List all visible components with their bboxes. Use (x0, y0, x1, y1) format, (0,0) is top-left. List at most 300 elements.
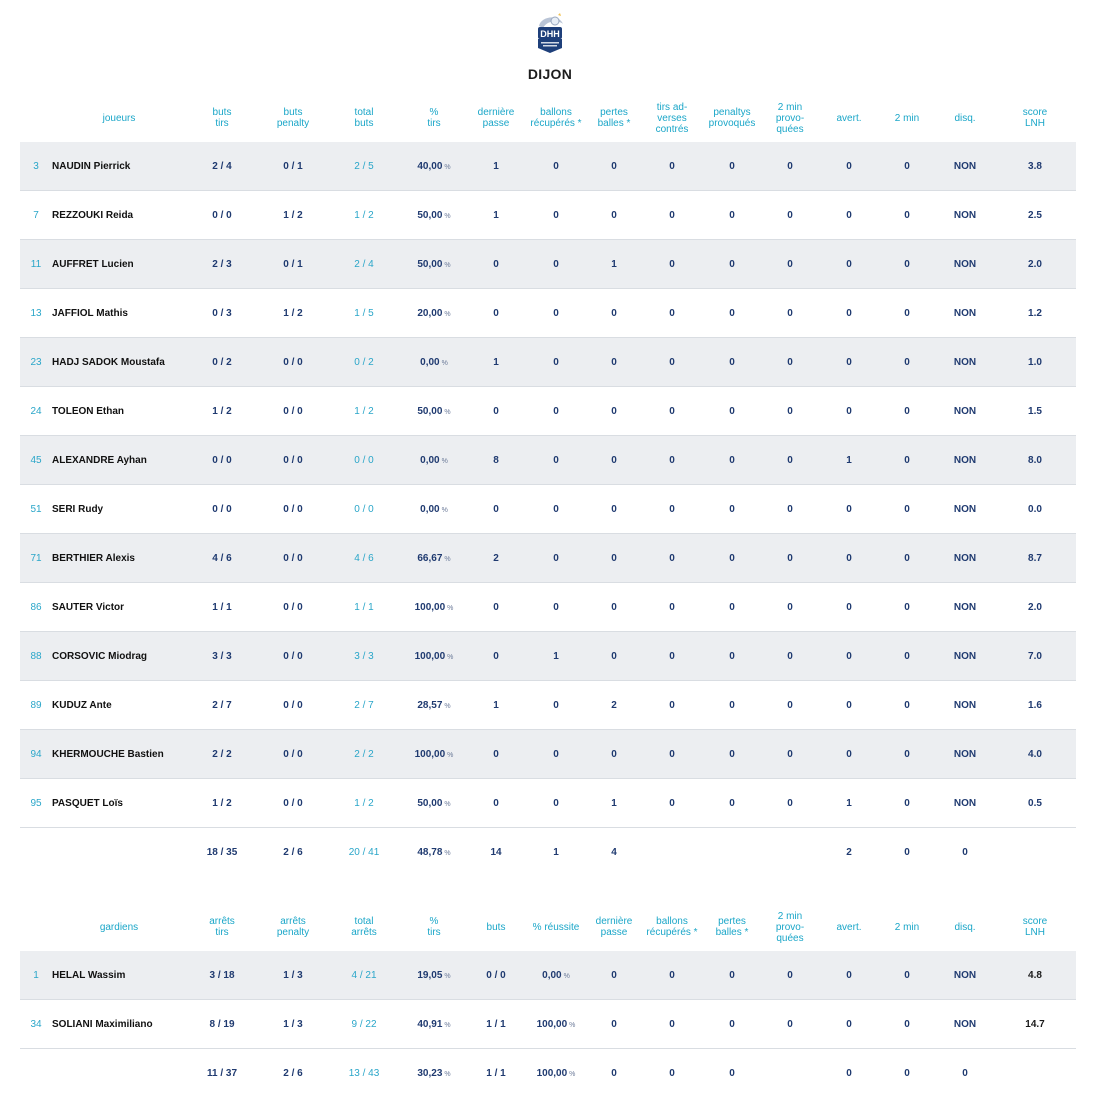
cell-derniere-passe: 0 (468, 730, 524, 779)
cell-pct (400, 240, 468, 289)
cell-disq: NON (936, 338, 994, 387)
cell-pct (400, 681, 468, 730)
cell-score: 4.8 (994, 951, 1076, 1000)
cell-penaltys: 0 (704, 730, 760, 779)
goalies-totals-row (20, 1049, 1076, 1098)
cell-derniere-passe: 1 (468, 681, 524, 730)
cell-deux-min-prov: 0 (760, 387, 820, 436)
goalies-header-row (20, 903, 1076, 951)
cell-penaltys: 0 (704, 338, 760, 387)
svg-text:DHH: DHH (540, 29, 560, 39)
cell-buts-penalty: 0 / 0 (258, 583, 328, 632)
cell-penaltys: 0 (704, 436, 760, 485)
percent-sign: % (447, 653, 454, 661)
cell-pertes: 0 (588, 632, 640, 681)
cell-avert: 0 (820, 632, 878, 681)
cell-pertes: 0 (588, 583, 640, 632)
jersey-number: 88 (20, 632, 52, 681)
total-arrets-tirs: 11 / 37 (206, 1067, 238, 1079)
cell-total-buts: 2 / 2 (328, 730, 400, 779)
cell-deux-min: 0 (878, 338, 936, 387)
cell-avert: 0 (820, 1000, 878, 1049)
jersey-number: 11 (20, 240, 52, 289)
cell-pertes: 0 (704, 951, 760, 1000)
cell-disq: NON (936, 730, 994, 779)
empty-cell (52, 1049, 186, 1098)
cell-ballons: 0 (524, 289, 588, 338)
cell-tirs-contres: 0 (640, 436, 704, 485)
team-header (0, 0, 1100, 96)
player-name: REZZOUKI Reida (52, 191, 186, 240)
empty-cell (20, 828, 52, 877)
cell-pct-value: 66,67 (417, 552, 443, 564)
cell-deux-min: 0 (878, 142, 936, 191)
jersey-number: 1 (20, 951, 52, 1000)
cell-pertes: 0 (588, 436, 640, 485)
players-table (20, 94, 1076, 876)
jersey-number: 94 (20, 730, 52, 779)
goalies-header-col-13: 2 min (894, 921, 920, 933)
cell-derniere-passe: 1 (468, 191, 524, 240)
player-name: AUFFRET Lucien (52, 240, 186, 289)
cell-penaltys: 0 (704, 681, 760, 730)
cell-avert: 0 (820, 191, 878, 240)
players-header-col-13: 2 min (894, 112, 920, 124)
cell-ballons: 0 (524, 583, 588, 632)
cell-penaltys: 0 (704, 240, 760, 289)
cell-buts-tirs: 2 / 4 (186, 142, 258, 191)
players-header-col-10: penaltys provoqués (708, 107, 756, 129)
empty-cell (640, 828, 704, 877)
players-header-col-4: total buts (354, 107, 374, 129)
empty-cell (994, 828, 1076, 877)
percent-sign: % (444, 261, 451, 269)
cell-disq: NON (936, 632, 994, 681)
cell-pct-value: 50,00 (417, 405, 443, 417)
cell-derniere-passe: 2 (468, 534, 524, 583)
cell-pct-value: 50,00 (417, 797, 443, 809)
players-header-col-8: pertes balles * (597, 107, 631, 129)
cell-pct (400, 387, 468, 436)
total-buts-tirs: 18 / 35 (206, 846, 238, 858)
empty-cell (760, 1049, 820, 1098)
player-name: HADJ SADOK Moustafa (52, 338, 186, 387)
total-pct-value: 30,23 (417, 1067, 443, 1079)
cell-arrets-penalty: 1 / 3 (258, 951, 328, 1000)
cell-ballons: 0 (524, 338, 588, 387)
cell-pct (400, 436, 468, 485)
percent-sign: % (444, 212, 451, 220)
cell-pct (400, 338, 468, 387)
cell-pct (400, 289, 468, 338)
cell-deux-min-prov: 0 (760, 1000, 820, 1049)
dhh-handball-logo-icon (533, 12, 567, 54)
percent-sign: % (444, 408, 451, 416)
cell-pertes: 0 (588, 142, 640, 191)
jersey-number: 13 (20, 289, 52, 338)
player-name: SAUTER Victor (52, 583, 186, 632)
cell-disq: NON (936, 485, 994, 534)
cell-tirs-contres: 0 (640, 681, 704, 730)
cell-deux-min: 0 (878, 387, 936, 436)
cell-pertes: 0 (588, 338, 640, 387)
cell-total-buts: 0 / 2 (328, 338, 400, 387)
cell-ballons: 0 (524, 387, 588, 436)
total-buts: 1 / 1 (486, 1067, 506, 1079)
total-total-buts: 20 / 41 (348, 846, 380, 858)
cell-penaltys: 0 (704, 779, 760, 828)
players-header-row (20, 94, 1076, 142)
cell-pertes: 1 (588, 240, 640, 289)
cell-pct (400, 534, 468, 583)
cell-total-buts: 1 / 1 (328, 583, 400, 632)
cell-score: 14.7 (994, 1000, 1076, 1049)
cell-derniere-passe: 0 (468, 583, 524, 632)
cell-deux-min: 0 (878, 191, 936, 240)
cell-deux-min-prov: 0 (760, 681, 820, 730)
cell-buts-tirs: 0 / 0 (186, 436, 258, 485)
cell-reussite-value: 0,00 (542, 969, 562, 981)
players-row (20, 779, 1076, 828)
players-row (20, 681, 1076, 730)
players-header-col-14: disq. (954, 112, 976, 124)
total-arrets-penalty: 2 / 6 (283, 1067, 303, 1079)
cell-tirs-contres: 0 (640, 142, 704, 191)
cell-score: 7.0 (994, 632, 1076, 681)
cell-pertes: 0 (588, 289, 640, 338)
cell-disq: NON (936, 779, 994, 828)
jersey-number: 34 (20, 1000, 52, 1049)
cell-score: 3.8 (994, 142, 1076, 191)
cell-reussite (524, 1000, 588, 1049)
total-ballons: 0 (669, 1067, 675, 1079)
cell-derniere-passe: 8 (468, 436, 524, 485)
cell-score: 2.0 (994, 583, 1076, 632)
cell-pct (400, 485, 468, 534)
cell-score: 8.0 (994, 436, 1076, 485)
cell-derniere-passe: 0 (468, 485, 524, 534)
cell-score: 2.0 (994, 240, 1076, 289)
percent-sign: % (444, 310, 451, 318)
total-derniere-passe: 0 (611, 1067, 617, 1079)
players-header-col-2: buts tirs (212, 107, 232, 129)
cell-deux-min-prov: 0 (760, 583, 820, 632)
cell-derniere-passe: 0 (468, 779, 524, 828)
goalies-header-col-14: disq. (954, 921, 976, 933)
percent-sign: % (444, 1021, 451, 1029)
cell-deux-min-prov: 0 (760, 632, 820, 681)
percent-sign: % (444, 1070, 451, 1078)
cell-total-buts: 0 / 0 (328, 436, 400, 485)
cell-score: 4.0 (994, 730, 1076, 779)
cell-buts-tirs: 2 / 2 (186, 730, 258, 779)
players-row (20, 191, 1076, 240)
cell-avert: 0 (820, 338, 878, 387)
total-reussite-value: 100,00 (536, 1067, 568, 1079)
cell-derniere-passe: 1 (468, 338, 524, 387)
players-header-col-5: % tirs (427, 107, 441, 129)
cell-buts-penalty: 0 / 0 (258, 681, 328, 730)
cell-ballons: 0 (524, 779, 588, 828)
cell-pertes: 0 (588, 730, 640, 779)
cell-tirs-contres: 0 (640, 240, 704, 289)
goalies-header-col-15: score LNH (1022, 916, 1048, 938)
cell-pertes: 1 (588, 779, 640, 828)
players-header-col-0 (20, 94, 52, 142)
cell-derniere-passe: 1 (468, 142, 524, 191)
total-pct (400, 828, 468, 877)
cell-disq: NON (936, 387, 994, 436)
cell-deux-min: 0 (878, 436, 936, 485)
cell-disq: NON (936, 289, 994, 338)
cell-pct (400, 730, 468, 779)
percent-sign: % (447, 751, 454, 759)
goalies-header-col-0 (20, 903, 52, 951)
cell-score: 0.0 (994, 485, 1076, 534)
player-name: BERTHIER Alexis (52, 534, 186, 583)
goalies-header-col-8: dernière passe (595, 916, 633, 938)
goalies-header-col-7: % réussite (532, 921, 580, 933)
cell-ballons: 0 (524, 730, 588, 779)
players-row (20, 387, 1076, 436)
player-name: HELAL Wassim (52, 951, 186, 1000)
player-name: KUDUZ Ante (52, 681, 186, 730)
cell-buts-tirs: 3 / 3 (186, 632, 258, 681)
player-name: ALEXANDRE Ayhan (52, 436, 186, 485)
cell-total-buts: 2 / 5 (328, 142, 400, 191)
cell-penaltys: 0 (704, 485, 760, 534)
players-row (20, 632, 1076, 681)
goalies-header-col-11: 2 min provo- quées (775, 910, 805, 944)
players-row (20, 338, 1076, 387)
empty-cell (52, 828, 186, 877)
jersey-number: 71 (20, 534, 52, 583)
jersey-number: 24 (20, 387, 52, 436)
cell-pct-value: 100,00 (414, 601, 446, 613)
players-row (20, 583, 1076, 632)
goalies-header-col-4: total arrêts (351, 916, 377, 938)
cell-pct-value: 50,00 (417, 209, 443, 221)
jersey-number: 23 (20, 338, 52, 387)
cell-deux-min-prov: 0 (760, 730, 820, 779)
players-row (20, 289, 1076, 338)
player-name: TOLEON Ethan (52, 387, 186, 436)
cell-buts-penalty: 0 / 0 (258, 779, 328, 828)
cell-buts-tirs: 0 / 0 (186, 485, 258, 534)
cell-total-arrets: 4 / 21 (328, 951, 400, 1000)
goalies-header-col-5: % tirs (427, 916, 441, 938)
cell-total-arrets: 9 / 22 (328, 1000, 400, 1049)
goalies-header-col-10: pertes balles * (715, 916, 749, 938)
player-name: NAUDIN Pierrick (52, 142, 186, 191)
cell-ballons: 0 (524, 681, 588, 730)
empty-cell (704, 828, 760, 877)
cell-disq: NON (936, 1000, 994, 1049)
cell-penaltys: 0 (704, 387, 760, 436)
cell-disq: NON (936, 191, 994, 240)
players-header-col-12: avert. (836, 112, 862, 124)
cell-tirs-contres: 0 (640, 583, 704, 632)
cell-buts-penalty: 0 / 0 (258, 632, 328, 681)
cell-avert: 0 (820, 681, 878, 730)
cell-deux-min-prov: 0 (760, 485, 820, 534)
percent-sign: % (441, 359, 448, 367)
goalies-header-col-6: buts (486, 921, 506, 933)
cell-pct (400, 583, 468, 632)
players-header-col-15: score LNH (1022, 107, 1048, 129)
cell-tirs-contres: 0 (640, 338, 704, 387)
cell-deux-min-prov: 0 (760, 338, 820, 387)
cell-total-buts: 0 / 0 (328, 485, 400, 534)
jersey-number: 51 (20, 485, 52, 534)
total-derniere-passe: 14 (490, 846, 502, 858)
cell-score: 8.7 (994, 534, 1076, 583)
cell-ballons: 1 (524, 632, 588, 681)
team-name: DIJON (527, 66, 573, 82)
total-disq: 0 (962, 1067, 968, 1079)
cell-pct (400, 779, 468, 828)
cell-derniere-passe: 0 (588, 1000, 640, 1049)
cell-pertes: 0 (588, 387, 640, 436)
cell-score: 0.5 (994, 779, 1076, 828)
cell-ballons: 0 (524, 240, 588, 289)
cell-deux-min-prov: 0 (760, 240, 820, 289)
cell-deux-min: 0 (878, 1000, 936, 1049)
cell-total-buts: 1 / 5 (328, 289, 400, 338)
percent-sign: % (444, 972, 451, 980)
jersey-number: 7 (20, 191, 52, 240)
cell-derniere-passe: 0 (468, 240, 524, 289)
cell-buts-penalty: 0 / 0 (258, 436, 328, 485)
cell-deux-min: 0 (878, 779, 936, 828)
player-name: KHERMOUCHE Bastien (52, 730, 186, 779)
cell-penaltys: 0 (704, 632, 760, 681)
cell-arrets-tirs: 3 / 18 (186, 951, 258, 1000)
percent-sign: % (569, 1021, 576, 1029)
cell-buts-tirs: 1 / 2 (186, 779, 258, 828)
cell-avert: 0 (820, 951, 878, 1000)
cell-avert: 1 (820, 779, 878, 828)
cell-total-buts: 1 / 2 (328, 191, 400, 240)
cell-buts-tirs: 4 / 6 (186, 534, 258, 583)
goalies-header-col-3: arrêts penalty (276, 916, 310, 938)
cell-total-buts: 4 / 6 (328, 534, 400, 583)
cell-disq: NON (936, 240, 994, 289)
empty-cell (20, 1049, 52, 1098)
cell-avert: 0 (820, 289, 878, 338)
cell-buts-penalty: 0 / 0 (258, 730, 328, 779)
goalies-row (20, 951, 1076, 1000)
cell-total-buts: 2 / 4 (328, 240, 400, 289)
jersey-number: 89 (20, 681, 52, 730)
player-name: PASQUET Loïs (52, 779, 186, 828)
players-header-col-11: 2 min provo- quées (775, 101, 805, 135)
players-row (20, 142, 1076, 191)
percent-sign: % (447, 604, 454, 612)
cell-deux-min-prov: 0 (760, 289, 820, 338)
cell-buts-penalty: 1 / 2 (258, 191, 328, 240)
cell-pct-value: 28,57 (417, 699, 443, 711)
cell-buts-tirs: 0 / 2 (186, 338, 258, 387)
cell-buts-penalty: 0 / 1 (258, 142, 328, 191)
total-pertes: 0 (729, 1067, 735, 1079)
percent-sign: % (444, 800, 451, 808)
cell-buts: 1 / 1 (468, 1000, 524, 1049)
cell-pertes: 0 (588, 191, 640, 240)
cell-pct-value: 0,00 (420, 356, 440, 368)
cell-derniere-passe: 0 (588, 951, 640, 1000)
cell-avert: 0 (820, 240, 878, 289)
cell-total-buts: 3 / 3 (328, 632, 400, 681)
cell-avert: 0 (820, 583, 878, 632)
players-header-col-7: ballons récupérés * (530, 107, 582, 129)
cell-tirs-contres: 0 (640, 387, 704, 436)
cell-ballons: 0 (524, 191, 588, 240)
total-total-arrets: 13 / 43 (348, 1067, 380, 1079)
cell-buts-penalty: 0 / 0 (258, 338, 328, 387)
cell-pct-value: 0,00 (420, 503, 440, 515)
cell-avert: 1 (820, 436, 878, 485)
total-deux-min: 0 (904, 846, 910, 858)
total-disq: 0 (962, 846, 968, 858)
cell-tirs-contres: 0 (640, 730, 704, 779)
cell-ballons: 0 (524, 436, 588, 485)
cell-pct-value: 40,00 (417, 160, 443, 172)
players-row (20, 534, 1076, 583)
percent-sign: % (441, 457, 448, 465)
cell-deux-min-prov: 0 (760, 436, 820, 485)
cell-pct-value: 19,05 (417, 969, 443, 981)
players-header-col-3: buts penalty (276, 107, 310, 129)
cell-deux-min: 0 (878, 534, 936, 583)
goalies-table (20, 903, 1076, 1097)
cell-pct-value: 20,00 (417, 307, 443, 319)
cell-disq: NON (936, 681, 994, 730)
cell-score: 2.5 (994, 191, 1076, 240)
cell-total-buts: 1 / 2 (328, 387, 400, 436)
cell-deux-min-prov: 0 (760, 951, 820, 1000)
percent-sign: % (444, 702, 451, 710)
cell-buts-penalty: 0 / 0 (258, 387, 328, 436)
cell-disq: NON (936, 436, 994, 485)
jersey-number: 45 (20, 436, 52, 485)
cell-buts-penalty: 1 / 2 (258, 289, 328, 338)
cell-tirs-contres: 0 (640, 632, 704, 681)
player-name: SOLIANI Maximiliano (52, 1000, 186, 1049)
cell-deux-min-prov: 0 (760, 779, 820, 828)
players-row (20, 436, 1076, 485)
cell-ballons: 0 (524, 142, 588, 191)
total-pertes: 4 (611, 846, 617, 858)
cell-pct (400, 951, 468, 1000)
cell-tirs-contres: 0 (640, 779, 704, 828)
players-row (20, 240, 1076, 289)
total-reussite (524, 1049, 588, 1098)
cell-deux-min: 0 (878, 730, 936, 779)
cell-derniere-passe: 0 (468, 387, 524, 436)
player-name: JAFFIOL Mathis (52, 289, 186, 338)
cell-pct-value: 100,00 (414, 748, 446, 760)
cell-avert: 0 (820, 534, 878, 583)
cell-arrets-tirs: 8 / 19 (186, 1000, 258, 1049)
player-name: SERI Rudy (52, 485, 186, 534)
cell-buts-tirs: 0 / 3 (186, 289, 258, 338)
cell-derniere-passe: 0 (468, 632, 524, 681)
cell-deux-min: 0 (878, 583, 936, 632)
cell-buts-tirs: 2 / 3 (186, 240, 258, 289)
cell-deux-min: 0 (878, 632, 936, 681)
cell-penaltys: 0 (704, 534, 760, 583)
